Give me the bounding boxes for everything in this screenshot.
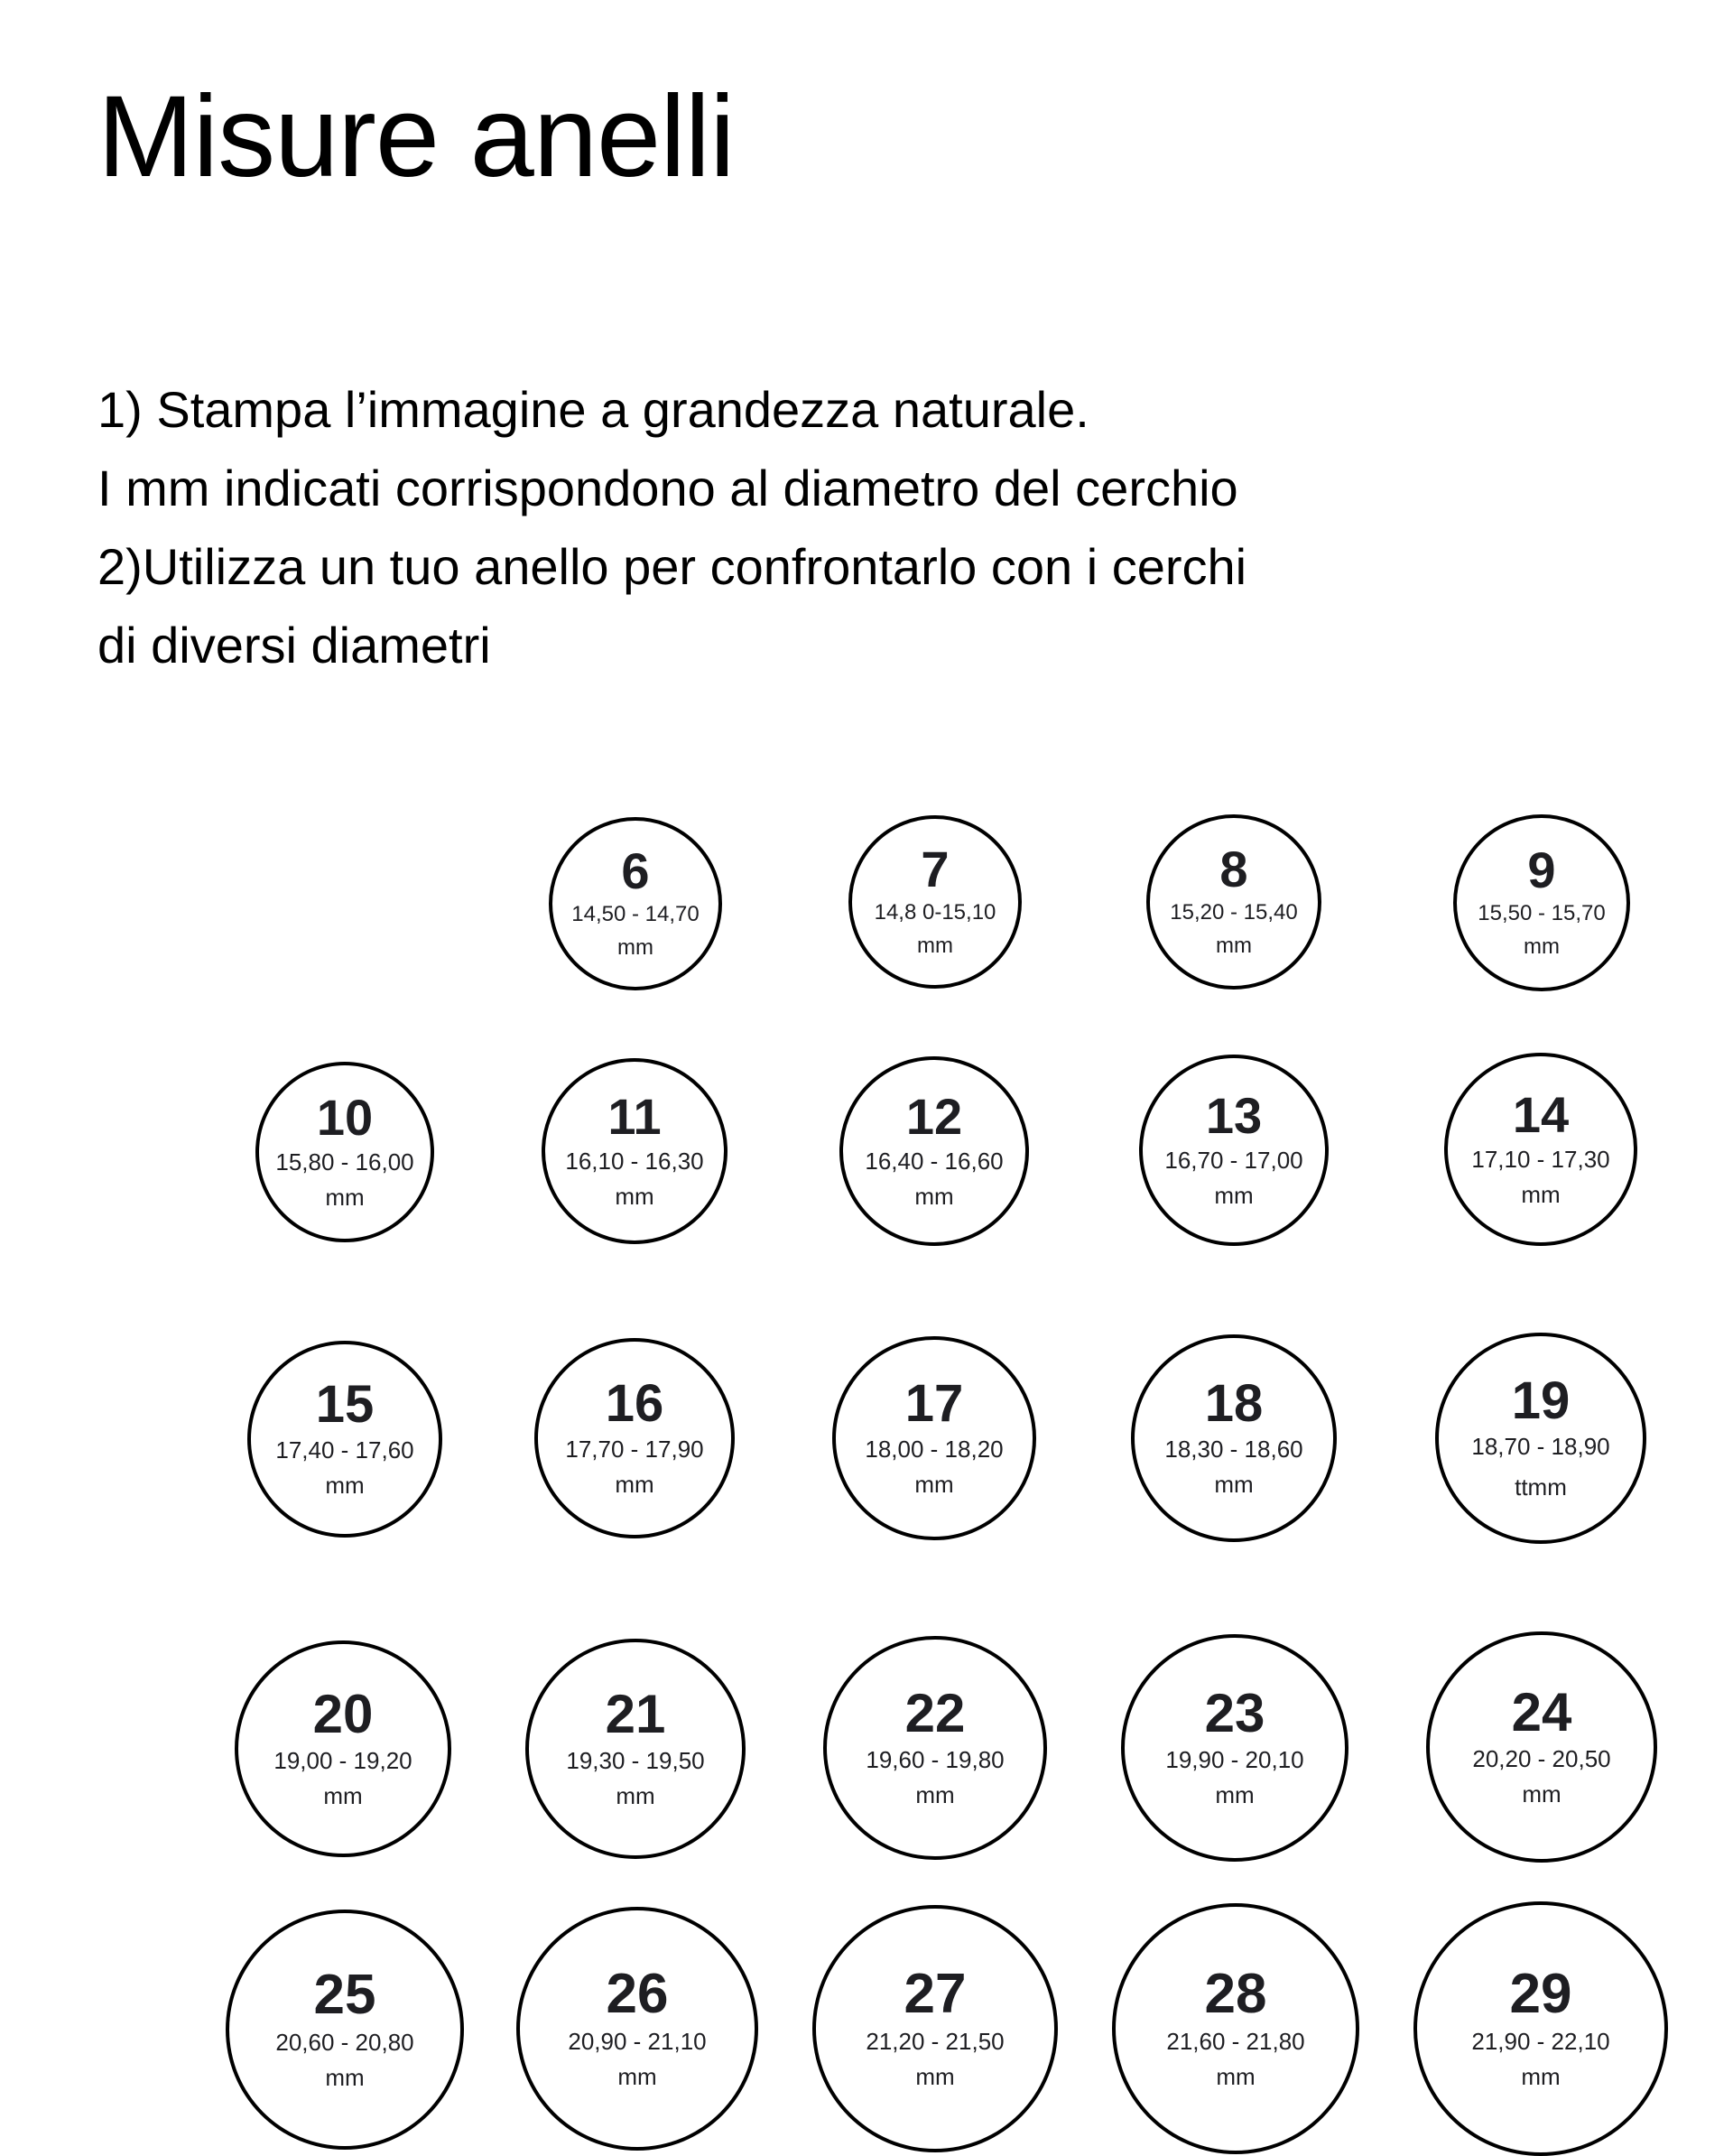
ring-unit: mm [914, 1183, 954, 1210]
ring-diameter-range: 14,8 0-15,10 [874, 900, 996, 925]
instructions [97, 370, 1246, 684]
ring-size-number: 25 [313, 1963, 376, 2026]
ring-diameter-range: 16,40 - 16,60 [865, 1147, 1004, 1175]
ring-unit: mm [1216, 934, 1252, 958]
ring-size-number: 11 [607, 1087, 662, 1145]
ring-diameter-range: 20,20 - 20,50 [1472, 1744, 1611, 1772]
ring-size-number: 8 [1219, 841, 1248, 898]
ring-unit: mm [616, 1782, 655, 1809]
instruction-line: 2)Utilizza un tuo anello per confrontarlo con i cerchi [97, 538, 1247, 595]
ring-size-number: 14 [1512, 1085, 1570, 1143]
ring-diameter-range: 19,00 - 19,20 [273, 1746, 412, 1774]
ring-size-6 [549, 817, 722, 990]
ring-size-number: 24 [1511, 1681, 1572, 1742]
ring-diameter-range: 16,10 - 16,30 [565, 1147, 704, 1175]
instruction-line: I mm indicati corrispondono al diametro del cerchio [97, 460, 1238, 516]
ring-size-22 [823, 1636, 1047, 1860]
ring-unit: mm [325, 1472, 365, 1499]
ring-size-number: 19 [1511, 1371, 1571, 1430]
ring-unit: mm [325, 2064, 365, 2091]
ring-size-number: 13 [1205, 1086, 1263, 1144]
ring-diameter-range: 18,70 - 18,90 [1471, 1432, 1610, 1460]
ring-size-number: 17 [904, 1373, 964, 1433]
ring-unit: mm [615, 1183, 654, 1210]
ring-size-number: 15 [315, 1374, 375, 1434]
ring-size-16 [534, 1338, 735, 1538]
ring-unit: mm [615, 1471, 654, 1498]
instruction-line: 1) Stampa l’immagine a grandezza naturale. [97, 381, 1089, 438]
ring-diameter-range: 16,70 - 17,00 [1164, 1146, 1303, 1174]
ring-diameter-range: 15,50 - 15,70 [1478, 901, 1606, 926]
ring-diameter-range: 21,60 - 21,80 [1166, 2027, 1305, 2055]
ring-unit: mm [1521, 2063, 1561, 2090]
ring-size-number: 9 [1527, 841, 1556, 899]
ring-size-10 [255, 1062, 434, 1242]
ring-size-number: 27 [904, 1962, 967, 2025]
ring-size-24 [1426, 1631, 1657, 1863]
ring-size-number: 16 [605, 1373, 664, 1433]
ring-diameter-range: 15,80 - 16,00 [275, 1148, 414, 1176]
ring-size-19 [1435, 1333, 1646, 1544]
ring-size-25 [226, 1910, 464, 2150]
ring-size-number: 12 [905, 1087, 963, 1145]
ring-size-number: 20 [312, 1683, 374, 1744]
ring-diameter-range: 18,30 - 18,60 [1164, 1435, 1303, 1463]
instruction-line: di diversi diametri [97, 617, 491, 674]
ring-size-23 [1121, 1634, 1348, 1862]
ring-unit: mm [323, 1782, 363, 1809]
ring-size-number: 28 [1204, 1962, 1267, 2025]
ring-unit: mm [915, 2063, 955, 2090]
ring-diameter-range: 17,70 - 17,90 [565, 1435, 704, 1463]
ring-size-7 [848, 815, 1022, 989]
ring-size-number: 6 [621, 842, 650, 900]
ring-size-number: 7 [921, 841, 950, 898]
ring-diameter-range: 18,00 - 18,20 [865, 1435, 1004, 1463]
ring-diameter-range: 19,60 - 19,80 [866, 1745, 1005, 1773]
ring-size-number: 26 [606, 1962, 669, 2025]
ring-size-number: 10 [316, 1088, 374, 1146]
ring-unit: mm [325, 1184, 365, 1211]
ring-diameter-range: 14,50 - 14,70 [571, 902, 700, 927]
ring-diameter-range: 20,90 - 21,10 [568, 2027, 707, 2055]
ring-diameter-range: 17,40 - 17,60 [275, 1436, 414, 1464]
ring-diameter-range: 17,10 - 17,30 [1471, 1145, 1610, 1173]
ring-size-12 [839, 1056, 1029, 1246]
ring-size-28 [1112, 1903, 1359, 2154]
ring-size-number: 23 [1204, 1682, 1265, 1743]
ring-size-8 [1146, 814, 1321, 990]
ring-size-number: 22 [904, 1682, 966, 1743]
ring-size-21 [525, 1639, 746, 1859]
ring-size-18 [1131, 1334, 1337, 1542]
ring-unit: mm [617, 935, 653, 960]
ring-diameter-range: 19,90 - 20,10 [1165, 1745, 1304, 1773]
ring-unit: mm [1521, 1181, 1561, 1208]
ring-size-9 [1453, 814, 1630, 991]
ring-size-20 [235, 1640, 451, 1857]
ring-unit: mm [1216, 2063, 1256, 2090]
ring-diameter-range: 15,20 - 15,40 [1170, 900, 1298, 925]
ring-size-17 [832, 1336, 1036, 1540]
ring-unit: mm [1214, 1471, 1254, 1498]
ring-size-number: 29 [1509, 1962, 1572, 2025]
ring-size-26 [516, 1907, 758, 2151]
ring-diameter-range: 21,90 - 22,10 [1471, 2027, 1610, 2055]
ring-size-number: 21 [605, 1683, 666, 1744]
ring-size-number: 18 [1204, 1373, 1264, 1433]
ring-unit: mm [1214, 1182, 1254, 1209]
ring-unit: ttmm [1515, 1473, 1567, 1501]
page-title: Misure anelli [97, 72, 735, 201]
ring-unit: mm [617, 2063, 657, 2090]
ring-size-29 [1413, 1901, 1668, 2156]
ring-size-27 [812, 1905, 1058, 2152]
ring-size-11 [542, 1058, 727, 1244]
ring-size-15 [247, 1341, 442, 1538]
ring-unit: mm [1524, 934, 1560, 959]
ring-unit: mm [915, 1781, 955, 1808]
ring-size-13 [1139, 1055, 1329, 1246]
ring-unit: mm [914, 1471, 954, 1498]
ring-diameter-range: 20,60 - 20,80 [275, 2028, 414, 2056]
ring-diameter-range: 19,30 - 19,50 [566, 1746, 705, 1774]
ring-size-14 [1444, 1053, 1637, 1246]
ring-unit: mm [1215, 1781, 1255, 1808]
ring-unit: mm [1522, 1780, 1562, 1808]
ring-diameter-range: 21,20 - 21,50 [866, 2027, 1005, 2055]
ring-unit: mm [917, 934, 953, 958]
